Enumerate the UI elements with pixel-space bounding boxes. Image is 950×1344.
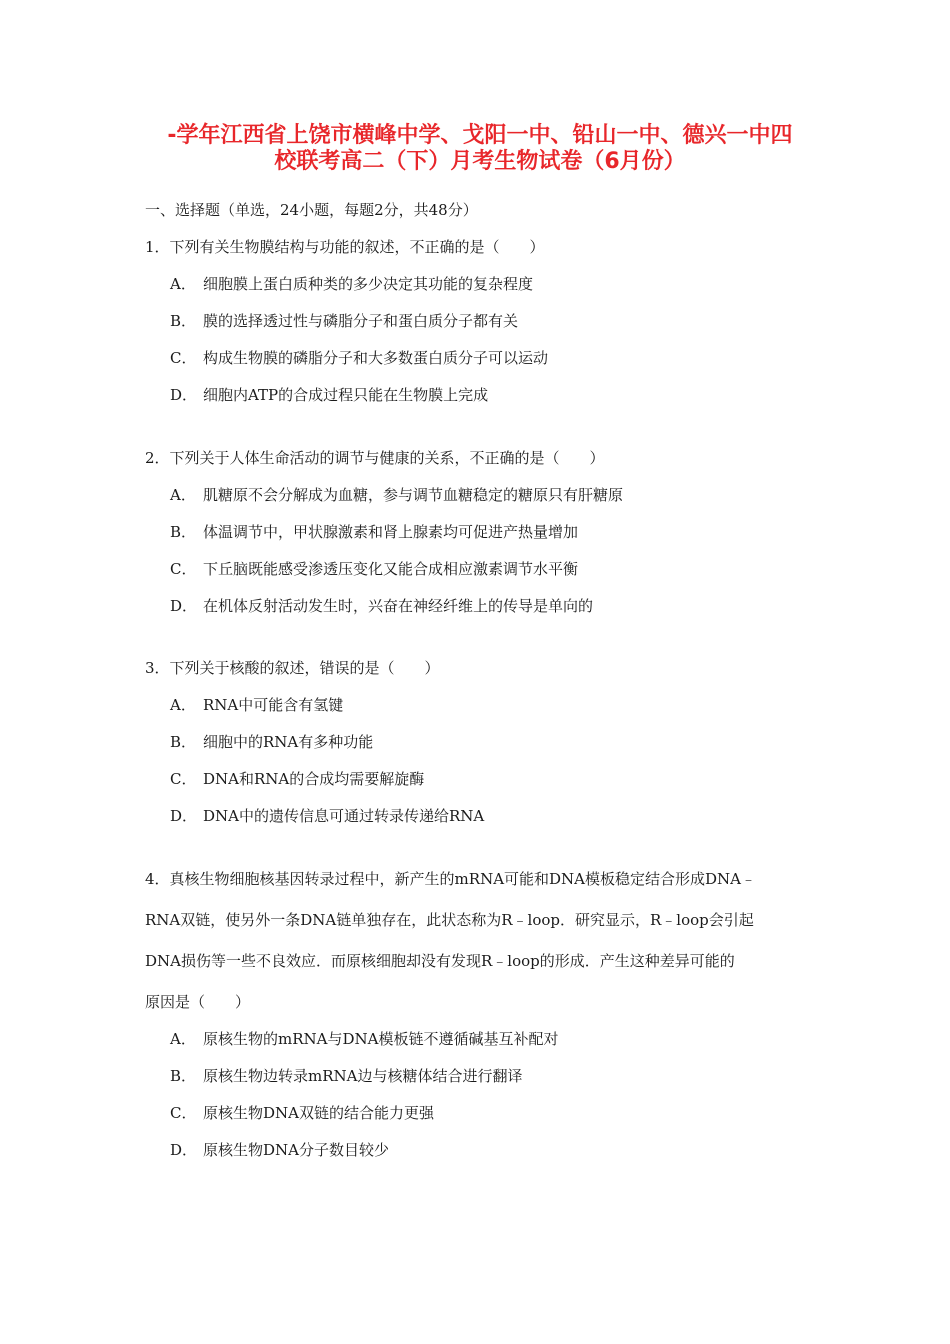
option-letter: B． — [170, 733, 197, 751]
option-letter: A． — [170, 1030, 196, 1048]
option-text: 原核生物边转录mRNA边与核糖体结合进行翻译 — [203, 1067, 523, 1085]
option-letter: A． — [170, 275, 196, 293]
option-letter: C． — [170, 560, 197, 578]
option-text: 膜的选择透过性与磷脂分子和蛋白质分子都有关 — [203, 312, 519, 330]
question-stem-line-4: 原因是（ ） — [145, 993, 251, 1011]
section-heading: 一、选择题（单选，24小题，每题2分，共48分） — [145, 201, 478, 219]
option-text: 原核生物DNA分子数目较少 — [203, 1141, 389, 1159]
option-letter: B． — [170, 312, 197, 330]
option-text: 构成生物膜的磷脂分子和大多数蛋白质分子可以运动 — [203, 349, 549, 367]
question-stem-line-2: RNA双链，使另外一条DNA链单独存在，此状态称为R﹣loop．研究显示，R﹣loop会引起 — [145, 911, 754, 929]
option-letter: A． — [170, 486, 196, 504]
option-letter: D． — [170, 807, 198, 825]
option-letter: D． — [170, 597, 198, 615]
option-text: 下丘脑既能感受渗透压变化又能合成相应激素调节水平衡 — [203, 560, 579, 578]
option-letter: D． — [170, 386, 198, 404]
option-text: DNA和RNA的合成均需要解旋酶 — [203, 770, 425, 788]
option-text: RNA中可能含有氢键 — [203, 696, 344, 714]
option-letter: C． — [170, 770, 197, 788]
option-text: 细胞内ATP的合成过程只能在生物膜上完成 — [203, 386, 489, 404]
document-title-line-1: -学年江西省上饶市横峰中学、戈阳一中、铅山一中、德兴一中四 — [167, 123, 793, 148]
document-title-line-2: 校联考高二（下）月考生物试卷（6月份） — [274, 149, 686, 174]
option-letter: C． — [170, 1104, 197, 1122]
option-text: 在机体反射活动发生时，兴奋在神经纤维上的传导是单向的 — [203, 597, 594, 615]
question-stem: 3．下列关于核酸的叙述，错误的是（ ） — [145, 659, 440, 677]
option-text: 原核生物的mRNA与DNA模板链不遵循碱基互补配对 — [203, 1030, 559, 1048]
option-letter: A． — [170, 696, 196, 714]
question-stem: 1．下列有关生物膜结构与功能的叙述，不正确的是（ ） — [145, 238, 545, 256]
option-text: 细胞膜上蛋白质种类的多少决定其功能的复杂程度 — [203, 275, 534, 293]
question-stem: 2．下列关于人体生命活动的调节与健康的关系，不正确的是（ ） — [145, 449, 605, 467]
question-stem-line-3: DNA损伤等一些不良效应．而原核细胞却没有发现R﹣loop的形成．产生这种差异可能的 — [145, 952, 735, 970]
option-text: 细胞中的RNA有多种功能 — [203, 733, 374, 751]
option-letter: C． — [170, 349, 197, 367]
option-text: DNA中的遗传信息可通过转录传递给RNA — [203, 807, 485, 825]
option-letter: B． — [170, 1067, 197, 1085]
option-letter: B． — [170, 523, 197, 541]
option-text: 原核生物DNA双链的结合能力更强 — [203, 1104, 434, 1122]
option-text: 肌糖原不会分解成为血糖，参与调节血糖稳定的糖原只有肝糖原 — [203, 486, 624, 504]
question-stem-line-1: 4．真核生物细胞核基因转录过程中，新产生的mRNA可能和DNA模板稳定结合形成DNA﹣ — [145, 870, 756, 888]
option-letter: D． — [170, 1141, 198, 1159]
option-text: 体温调节中，甲状腺激素和肾上腺素均可促进产热量增加 — [203, 523, 579, 541]
